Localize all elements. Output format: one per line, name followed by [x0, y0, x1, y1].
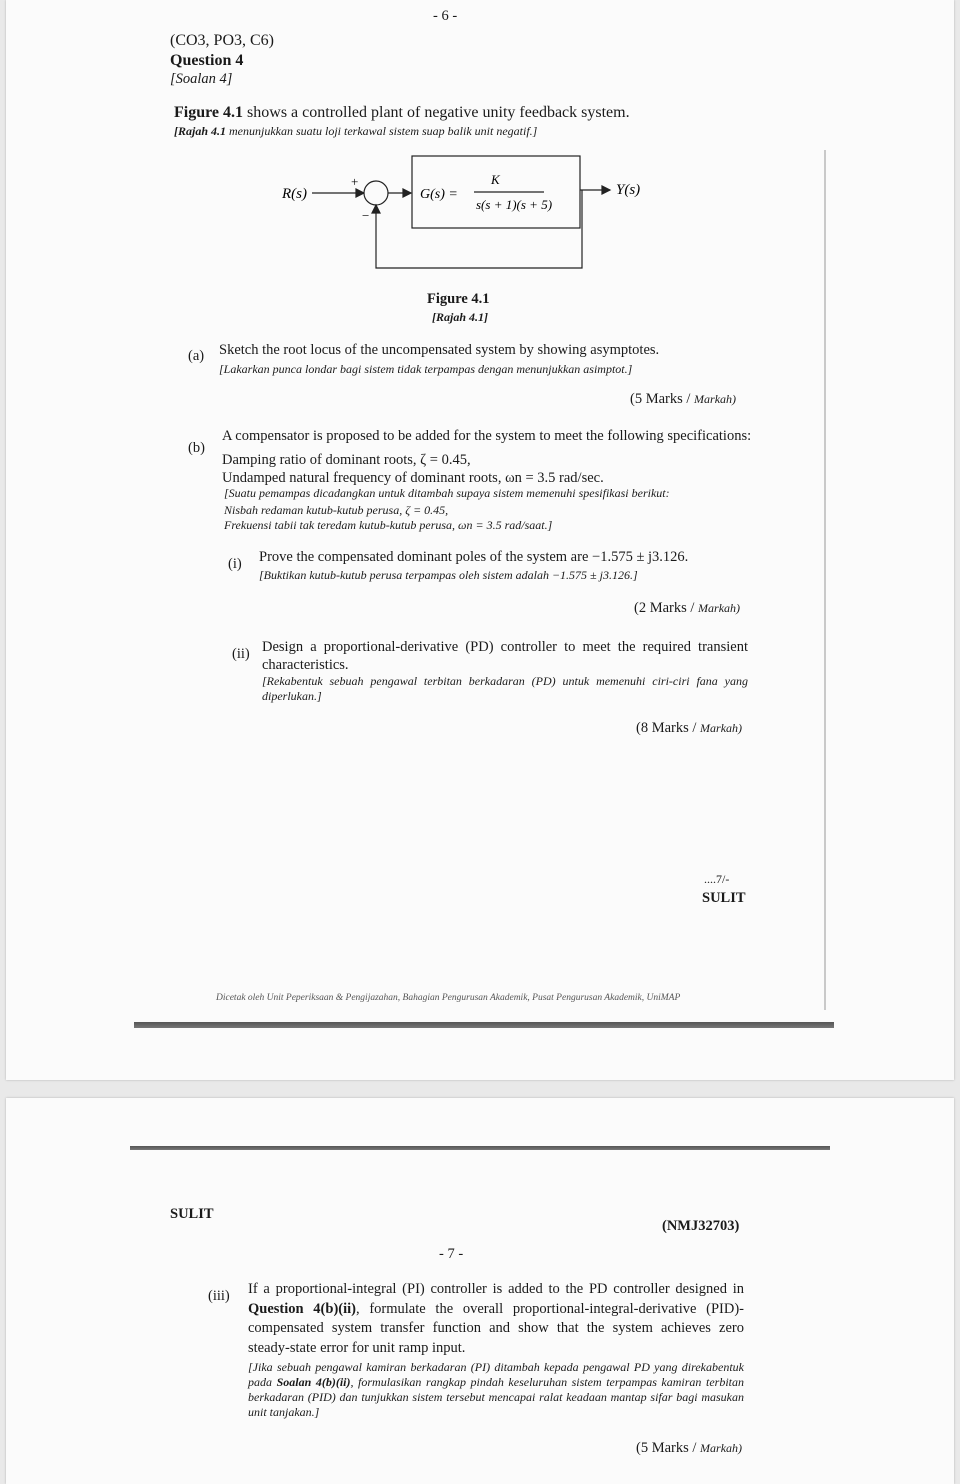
part-b-line-1: A compensator is proposed to be added for the system to meet the following specifications: [222, 428, 752, 444]
marks-text-malay: Markah) [694, 392, 737, 406]
part-b-i-malay: [Buktikan kutub-kutub perusa terpampas oleh sistem adalah −1.575 ± j3.126.] [259, 568, 638, 582]
part-b-ii-label: (ii) [232, 646, 250, 662]
intro-text [174, 104, 630, 122]
plus-sign: + [351, 174, 359, 189]
page-number: - 6 - [433, 8, 458, 24]
part-b-ii-malay: [Rekabentuk sebuah pengawal terbitan berkadaran (PD) untuk memenuhi ciri-ciri fana yang diperlukan.] [262, 674, 748, 703]
output-arrow [602, 186, 610, 194]
part-b-iii-text-start: If a proportional-integral (PI) controller is added to the PD controller designed in [248, 1281, 744, 1297]
continuation-marker: ....7/- [704, 872, 730, 886]
part-b-line-2: Damping ratio of dominant roots, ζ = 0.45, [222, 452, 471, 468]
exam-page-6 [6, 0, 954, 1080]
part-b-malay-3: Frekuensi tabii tak teredam kutub-kutub perusa, ωn = 3.5 rad/saat.] [224, 518, 553, 532]
intro-body-malay: menunjukkan suatu loji terkawal sistem suap balik unit negatif.] [226, 124, 538, 138]
part-b-iii-label: (iii) [208, 1288, 230, 1304]
part-a-label: (a) [188, 348, 205, 364]
course-code: (NMJ32703) [662, 1218, 740, 1234]
part-b-iii-text [248, 1280, 744, 1358]
transfer-denominator: s(s + 1)(s + 5) [476, 197, 553, 212]
marks-text: (5 Marks / [636, 1440, 701, 1456]
exam-page-7 [6, 1098, 954, 1484]
marks-text: (5 Marks / [630, 391, 695, 407]
course-outcomes: (CO3, PO3, C6) [170, 32, 275, 49]
marks-text: (8 Marks / [636, 720, 701, 736]
part-b-i-text: Prove the compensated dominant poles of the system are −1.575 ± j3.126. [259, 549, 689, 565]
transfer-numerator: K [491, 172, 500, 187]
question-title: Question 4 [170, 52, 244, 69]
part-b-label: (b) [188, 440, 205, 456]
input-label: R(s) [282, 186, 307, 202]
part-a-marks [630, 391, 736, 408]
part-b-malay-1: [Suatu pemampas dicadangkan untuk ditambah supaya sistem memenuhi spesifikasi berikut: [224, 486, 670, 500]
question-title-malay: [Soalan 4] [170, 71, 233, 87]
feedback-arrow [372, 205, 380, 213]
part-b-iii-text-end: , formulate the overall proportional-integral-derivative (PID)-compensated system transfer function and show that the system achieves zero steady-state error for unit ramp input. [248, 1300, 744, 1356]
minus-sign: − [362, 208, 370, 223]
error-arrow [403, 189, 411, 197]
intro-text-malay [174, 124, 537, 139]
page-edge-shadow [824, 150, 826, 1010]
part-a-text: Sketch the root locus of the uncompensated system by showing asymptotes. [219, 342, 660, 358]
footer-rule [134, 1022, 834, 1028]
summing-junction [364, 181, 388, 205]
question-reference-malay: Soalan 4(b)(ii) [276, 1375, 351, 1389]
marks-text-malay: Markah) [698, 601, 741, 615]
figure-reference-malay: [Rajah 4.1 [174, 124, 227, 138]
part-a-malay: [Lakarkan punca londar bagi sistem tidak terpampas dengan menunjukkan asimptot.] [219, 362, 633, 376]
part-b-ii-marks [636, 720, 742, 737]
plant-label: G(s) = [420, 187, 458, 202]
part-b-i-label: (i) [228, 556, 242, 572]
block-diagram [276, 146, 656, 278]
part-b-i-marks [634, 600, 740, 617]
input-arrow [356, 189, 364, 197]
figure-caption: Figure 4.1 [427, 291, 490, 307]
part-b-malay-2: Nisbah redaman kutub-kutub perusa, ζ = 0.45, [224, 503, 449, 517]
figure-caption-malay: [Rajah 4.1] [432, 310, 489, 324]
classification-label: SULIT [170, 1206, 214, 1222]
part-b-iii-malay-end: , formulasikan rangkap pindah keseluruhan sistem terpampas kamiran terbitan berkadaran (PID) dan tunjukkan sistem tersebut mencapai ralat keadaan mantap sifar bagi masukan unit tanjakan.] [248, 1375, 744, 1419]
part-b-line-3: Undamped natural frequency of dominant roots, ωn = 3.5 rad/sec. [222, 470, 604, 486]
part-b-iii-malay-start: [Jika sebuah pengawal kamiran berkadaran (PI) ditambah kepada pengawal PD yang direkabentuk pada [248, 1360, 744, 1389]
marks-text-malay: Markah) [700, 1441, 743, 1455]
printer-footer: Dicetak oleh Unit Peperiksaan & Pengijazahan, Bahagian Pengurusan Akademik, Pusat Pengurusan Akademik, UniMAP [216, 993, 681, 1003]
intro-body: shows a controlled plant of negative unity feedback system. [243, 104, 630, 121]
marks-text: (2 Marks / [634, 600, 699, 616]
question-reference: Question 4(b)(ii) [248, 1300, 356, 1317]
figure-reference: Figure 4.1 [174, 104, 244, 121]
header-rule [130, 1146, 830, 1150]
classification-label: SULIT [702, 890, 746, 906]
part-b-ii-text: Design a proportional-derivative (PD) controller to meet the required transient characteristics. [262, 639, 748, 673]
part-b-iii-marks [636, 1440, 742, 1457]
page-number: - 7 - [439, 1246, 464, 1262]
marks-text-malay: Markah) [700, 721, 743, 735]
output-label: Y(s) [616, 182, 641, 198]
part-b-iii-malay [248, 1360, 744, 1420]
